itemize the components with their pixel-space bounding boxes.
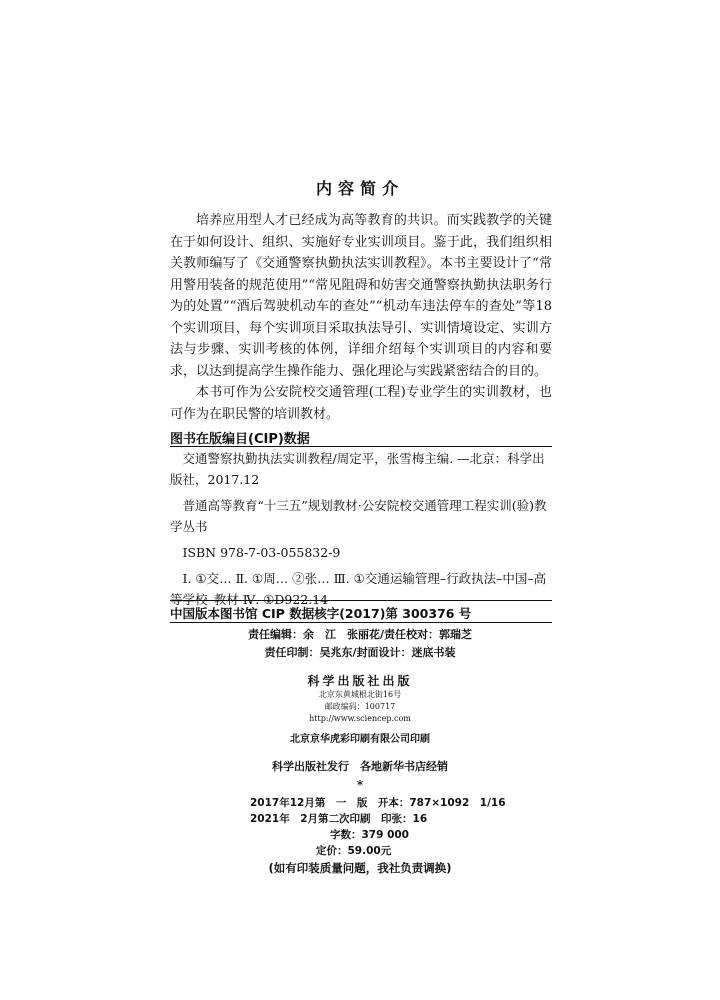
page-title: 内容简介 (315, 179, 404, 198)
cip-body (170, 448, 552, 615)
printer-name: 北京京华虎彩印刷有限公司印刷 (290, 734, 430, 745)
publisher-postcode: 邮政编码：100717 (324, 702, 396, 711)
credits-line-2: 责任印制：吴兆东/封面设计：迷底书装 (264, 646, 456, 659)
cip-bottom-rule (170, 600, 552, 601)
intro-paragraph-2: 本书可作为公安院校交通管理(工程)专业学生的实训教材，也可作为在职民警的培训教材。 (170, 385, 552, 422)
price: 定价：59.00元 (316, 845, 392, 857)
cip-line-4: Ⅰ. ①交… Ⅱ. ①周… ②张… Ⅲ. ①交通运输管理–行政执法–中国–高等学校–教材 Ⅳ. ①D922.14 (170, 571, 547, 607)
publisher-url: http://www.sciencep.com (309, 714, 411, 723)
publisher-address: 北京东黄城根北街16号 (318, 690, 402, 699)
credits-line-1: 责任编辑：余 江 张丽花/责任校对：郭瑞芝 (247, 628, 473, 641)
quality-note: (如有印装质量问题，我社负责调换) (268, 861, 452, 875)
edition-line-1: 2017年12月第 一 版 开本：787×1092 1/16 (250, 797, 506, 809)
separator-star: * (356, 778, 364, 792)
cip-top-rule (170, 446, 552, 447)
edition-line-2: 2021年 2月第二次印刷 印张：16 (250, 813, 428, 825)
cip-note: 中国版本图书馆 CIP 数据核字(2017)第 300376 号 (170, 606, 472, 621)
credits-top-rule (170, 622, 552, 623)
intro-paragraph-1: 培养应用型人才已经成为高等教育的共识。而实践教学的关键在于如何设计、组织、实施好专业实训项目。鉴于此，我们组织相关教师编写了《交通警察执勤执法实训教程》。本书主要设计了“常用警用装备的规范使用”“常见阻碍和妨害交通警察执勤执法职务行为的处置”“酒后驾驶机动车的查处”“机动车违法停车的查处”等18个实训项目，每个实训项目采取执法导引、实训情境设定、实训方法与步骤、实训考核的体例，详细介绍每个实训项目的内容和要求，以达到提高学生操作能力、强化理论与实践紧密结合的目的。 (170, 213, 552, 379)
edition-block (250, 795, 510, 859)
cip-line-3: ISBN 978-7-03-055832-9 (182, 545, 341, 560)
intro-section (170, 210, 552, 425)
publisher-block (0, 672, 720, 745)
cip-line-2: 普通高等教育“十三五”规划教材·公安院校交通管理工程实训(验)教学丛书 (170, 498, 547, 534)
cip-heading: 图书在版编目(CIP)数据 (170, 432, 310, 447)
distribution: 科学出版社发行 各地新华书店经销 (272, 760, 448, 773)
word-count: 字数：379 000 (330, 829, 409, 841)
cip-line-1: 交通警察执勤执法实训教程/周定平，张雪梅主编. —北京：科学出版社，2017.12 (170, 451, 545, 487)
publisher-name: 科学出版社出版 (307, 674, 413, 688)
